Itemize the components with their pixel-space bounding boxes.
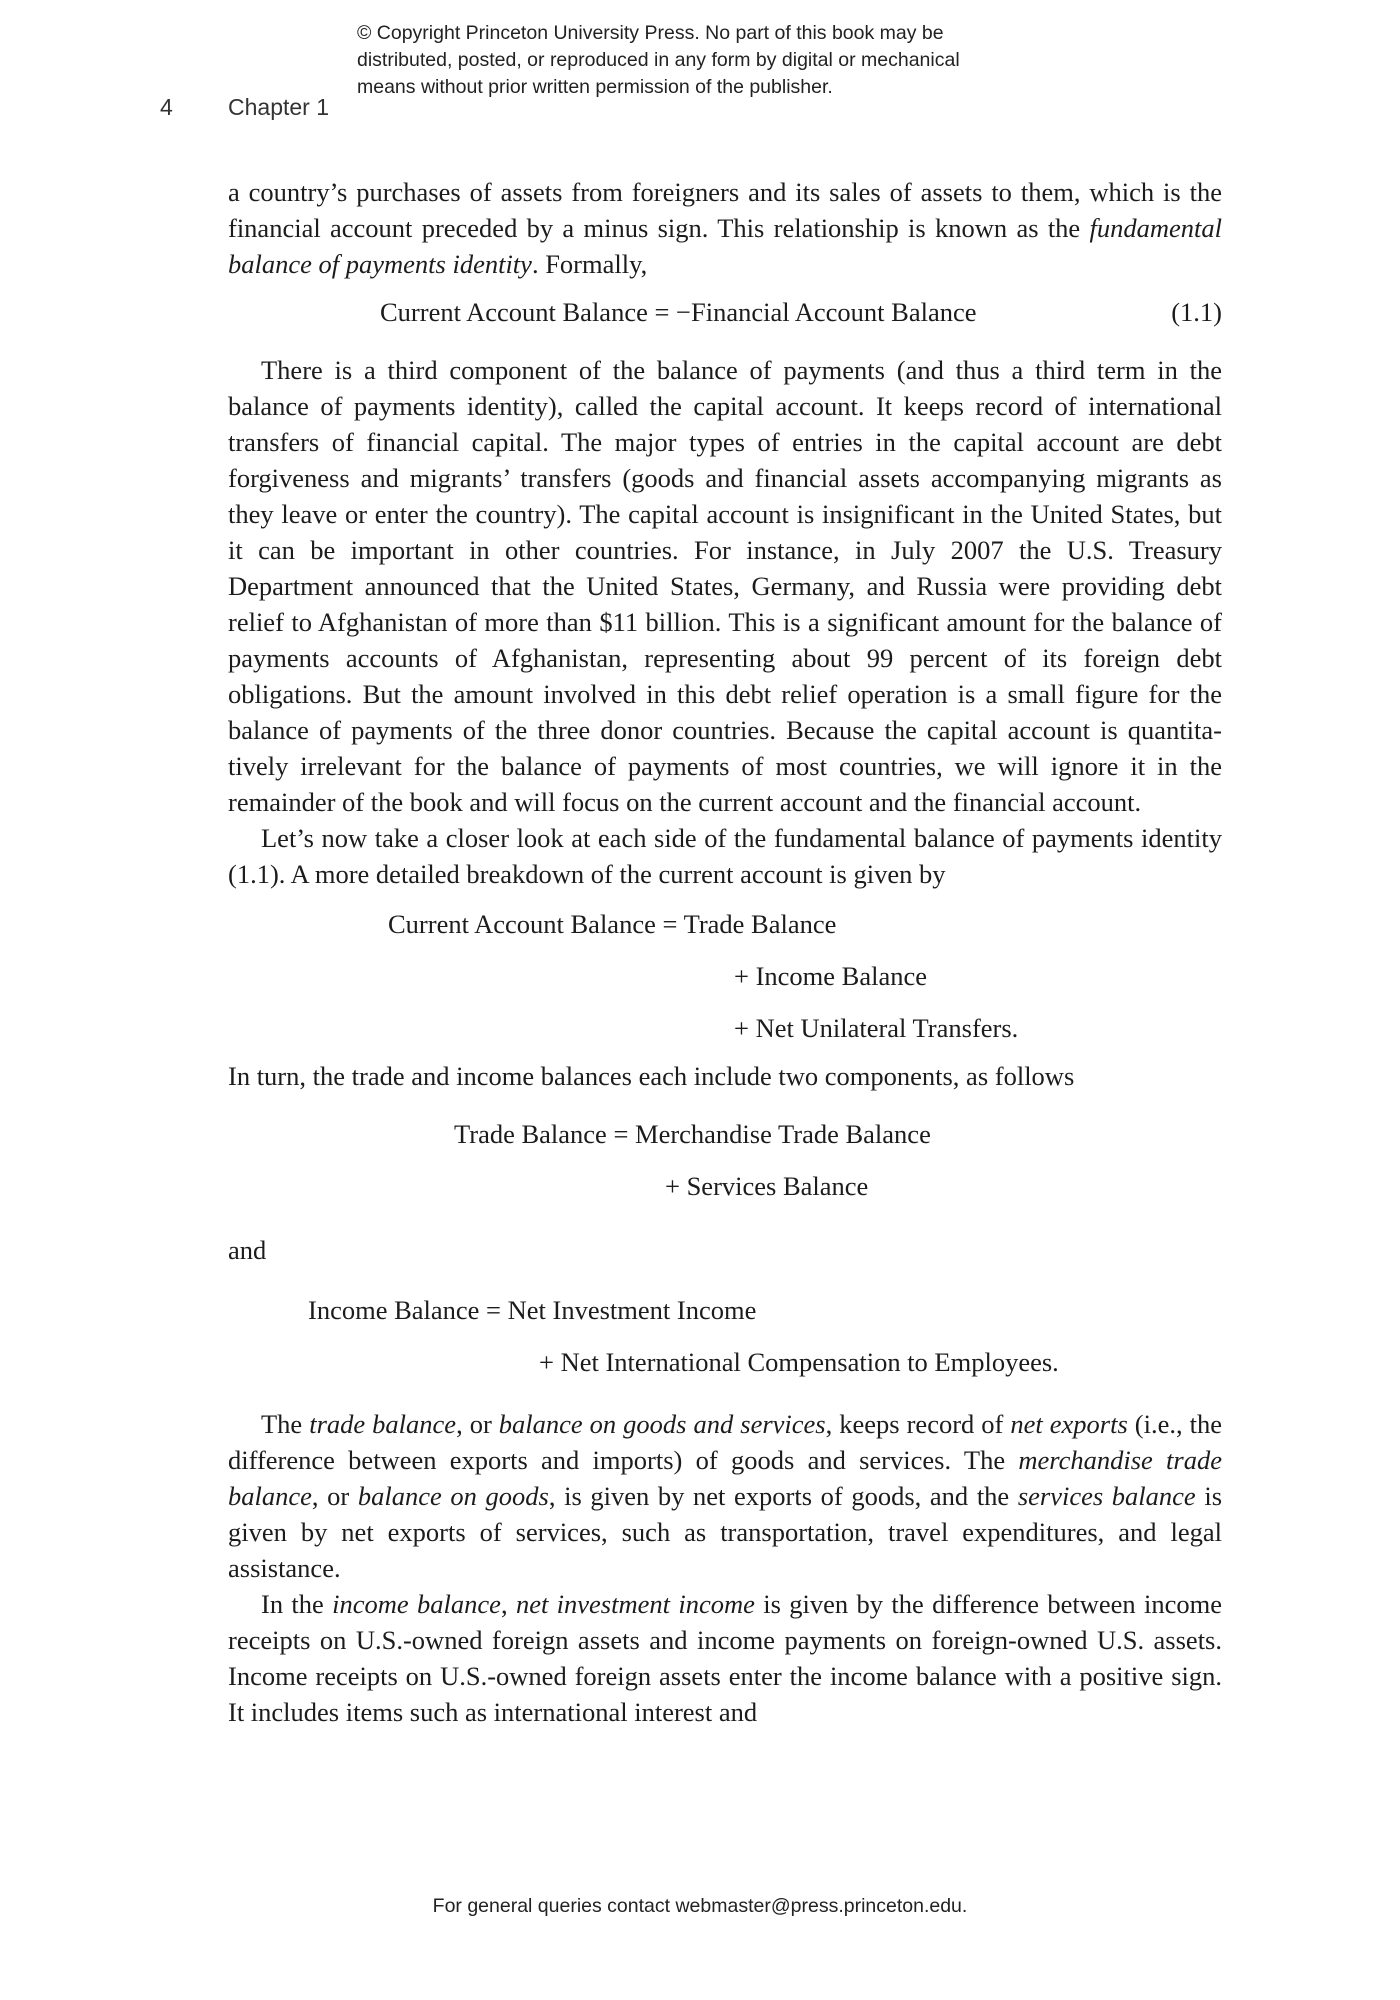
copyright-line: © Copyright Princeton University Press. No part of this book may be bbox=[357, 22, 944, 44]
italic-term: income balance bbox=[332, 1589, 501, 1619]
footer-contact: For general queries contact webmaster@press.princeton.edu. bbox=[432, 1895, 968, 1917]
italic-term: fundamental balance of payments identity bbox=[228, 213, 1222, 279]
italic-term: net exports bbox=[1010, 1409, 1128, 1439]
italic-term: balance on goods bbox=[357, 1481, 549, 1511]
equation-line: Current Account Balance = Trade Balance bbox=[388, 909, 837, 939]
copyright-line: means without prior written permission of the publisher. bbox=[357, 76, 833, 98]
paragraph-trade-balance: The trade balance, or balance on goods and services, keeps record of net exports (i.e., the difference between exports and imports) of goods and services. The merchandise trade balance, or balance on goods, is given by net exports of goods, and the services balance is given by net exports of services, such as transportation, travel expenditures, and legal assistance. bbox=[228, 1409, 1223, 1583]
italic-term: balance on goods and services bbox=[498, 1409, 826, 1439]
paragraph-capital-account: There is a third component of the balance of payments (and thus a third term in the balance of payments identity), called the capital account. It keeps record of international transfers of financial capital. The major types of entries in the capital account are debt forgiveness and migrants’ transfers (goods and financial assets accompanying migrants as they leave or enter the country). The capital account is insignificant in the United States, but it can be important in other countries. For instance, in July 2007 the U.S. Treasury Department announced that the United States, Germany, and Russia were providing debt relief to Afghanistan of more than $11 billion. This is a significant amount for the balance of payments accounts of Afghanistan, representing about 99 percent of its foreign debt obligations. But the amount involved in this debt relief operation is a small figure for the balance of payments of the three donor countries. Because the capital account is quantitatively irrelevant for the balance of payments of most countries, we will ignore it in the remainder of the book and will focus on the current account and the financial account. bbox=[228, 355, 1222, 817]
paragraph-continued: a country’s purchases of assets from foreigners and its sales of assets to them, which is the financial account preceded by a minus sign. This relationship is known as the fundamental balance of payments identity. Formally, bbox=[228, 177, 1222, 279]
page-body bbox=[228, 174, 1222, 1730]
equation-line: + Net International Compensation to Employees. bbox=[539, 1347, 1059, 1377]
italic-term: trade balance bbox=[309, 1409, 457, 1439]
page-number: 4 bbox=[160, 94, 173, 120]
paragraph-components: In turn, the trade and income balances each include two components, as follows bbox=[228, 1061, 1075, 1091]
italic-term: services balance bbox=[1017, 1481, 1196, 1511]
copyright-notice bbox=[357, 20, 1077, 101]
copyright-line: distributed, posted, or reproduced in any form by digital or mechanical bbox=[357, 49, 960, 71]
running-head bbox=[160, 94, 329, 121]
connector-and: and bbox=[228, 1235, 267, 1265]
equation-current-account bbox=[228, 900, 1222, 1056]
equation-1-1 bbox=[228, 294, 1222, 330]
italic-term: net investment income bbox=[515, 1589, 755, 1619]
equation-line: Trade Balance = Merchandise Trade Balance bbox=[454, 1119, 931, 1149]
equation-line: + Income Balance bbox=[734, 961, 927, 991]
equation-line: + Services Balance bbox=[665, 1171, 869, 1201]
equation-income-balance bbox=[228, 1280, 1222, 1384]
equation-line: Income Balance = Net Investment Income bbox=[308, 1295, 757, 1325]
italic-term: merchandise trade balance bbox=[228, 1445, 1222, 1511]
equation-trade-balance bbox=[228, 1104, 1222, 1208]
equation-line: + Net Unilateral Transfers. bbox=[734, 1013, 1019, 1043]
paragraph-income-balance: In the income balance, net investment income is given by the difference between income receipts on U.S.-owned foreign assets and income payments on foreign-owned U.S. assets. Income receipts on U.S.-owned foreign assets enter the income balance with a positive sign. It includes items such as international interest and bbox=[228, 1589, 1222, 1727]
paragraph-breakdown: Let’s now take a closer look at each side of the fundamental balance of payments identity (1.1). A more detailed breakdown of the current account is given by bbox=[228, 823, 1222, 889]
chapter-label: Chapter 1 bbox=[228, 94, 330, 120]
equation-text: Current Account Balance = −Financial Account Balance bbox=[380, 297, 977, 327]
equation-number: (1.1) bbox=[1171, 297, 1222, 327]
